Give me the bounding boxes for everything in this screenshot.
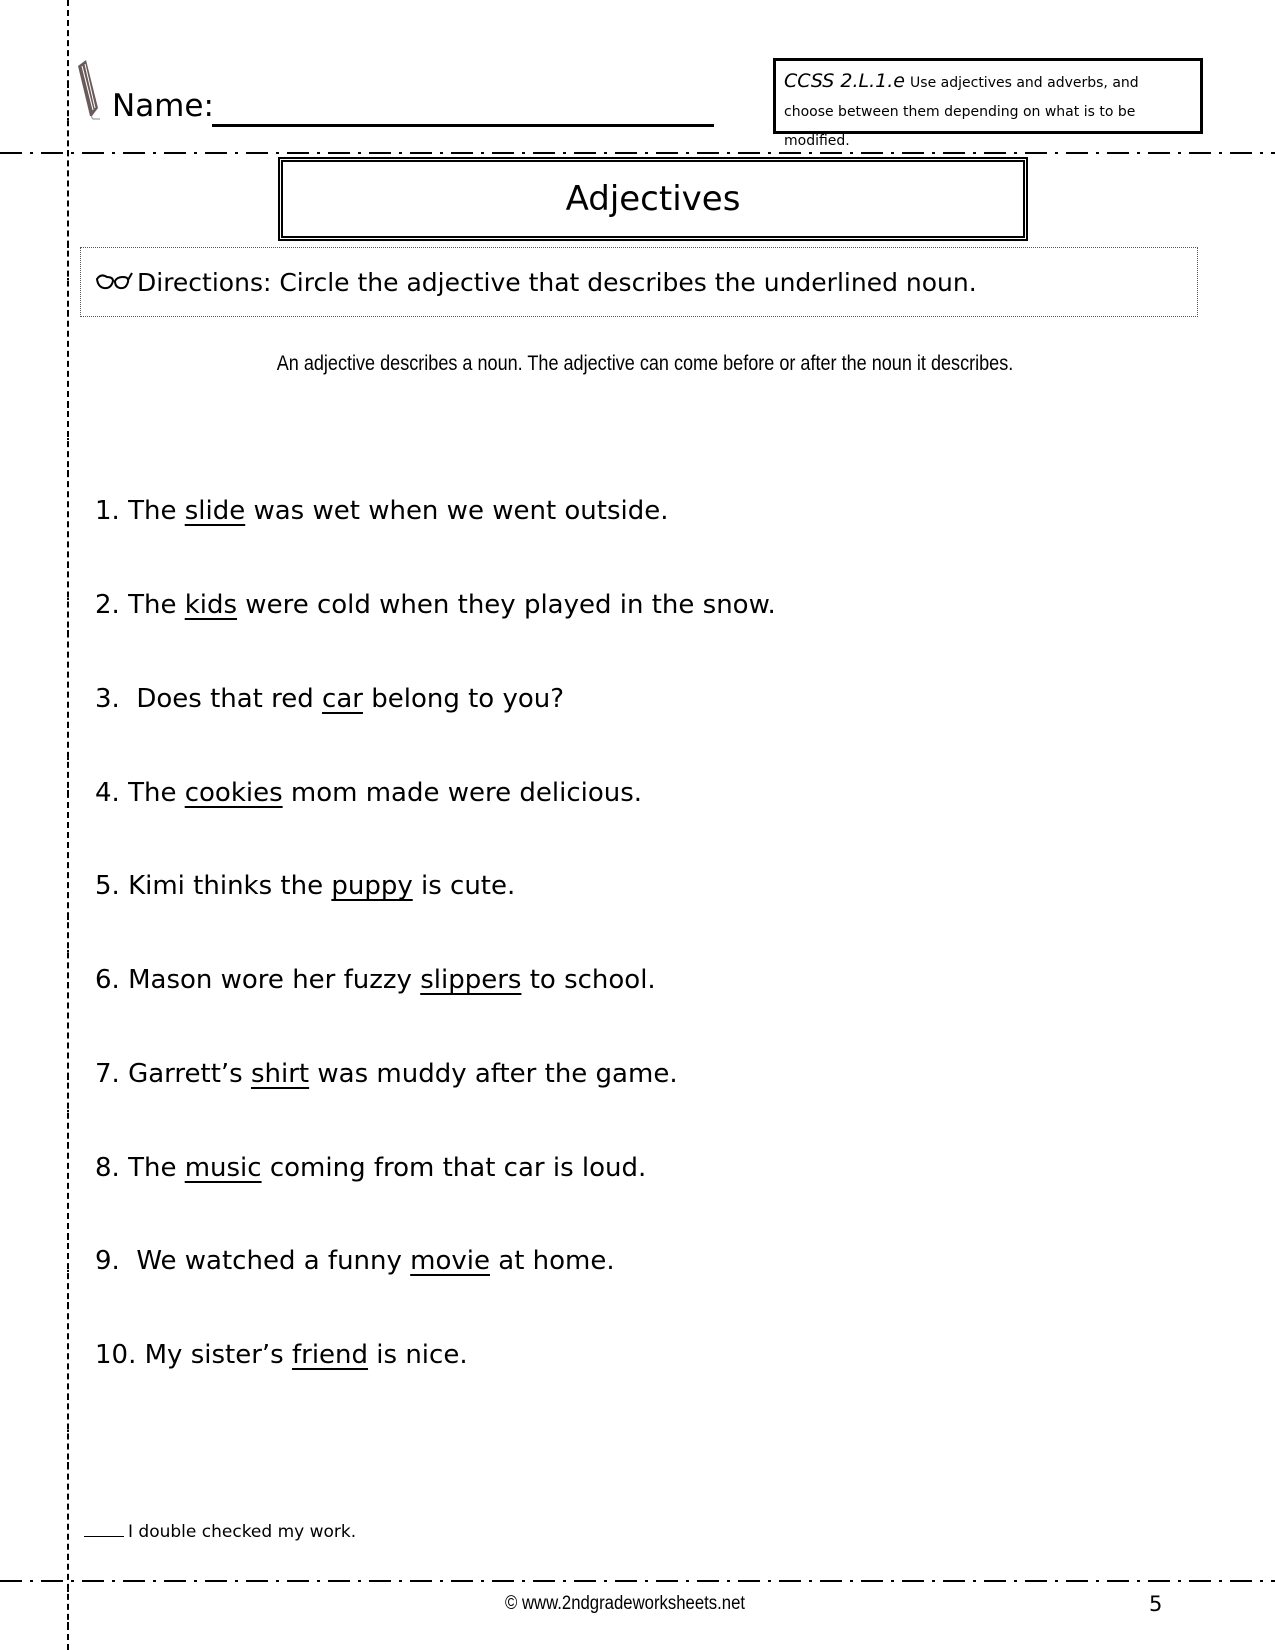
question-text-before: Mason wore her fuzzy <box>119 965 421 995</box>
question-text-after[interactable]: was muddy after the game. <box>309 1059 678 1089</box>
question-number: 6. <box>95 965 120 995</box>
underlined-noun: cookies <box>184 778 283 808</box>
question-number: 10. <box>95 1340 137 1370</box>
underlined-noun: friend <box>291 1340 369 1370</box>
name-label: Name: <box>112 88 214 124</box>
underlined-noun: puppy <box>331 871 413 901</box>
top-cut-line <box>0 152 1275 154</box>
question-text-after[interactable]: were cold when they played in the snow. <box>237 590 776 620</box>
question-text-before: The <box>119 1153 185 1183</box>
question-number: 7. <box>95 1059 120 1089</box>
copyright: © www.2ndgradeworksheets.net <box>505 1593 746 1614</box>
question-item <box>95 1153 646 1183</box>
question-item <box>95 1059 678 1089</box>
directions-box <box>80 247 1198 317</box>
vertical-cut-line <box>67 0 69 1650</box>
page-number: 5 <box>1149 1592 1163 1616</box>
question-item <box>95 684 564 714</box>
glasses-icon <box>95 271 133 293</box>
question-text-before: Kimi thinks the <box>119 871 332 901</box>
adjective-note: An adjective describes a noun. The adjective can come before or after the noun it describes. <box>276 352 1014 375</box>
underlined-noun: music <box>184 1153 262 1183</box>
standard-code: CCSS 2.L.1.e <box>784 70 905 92</box>
question-text-before: The <box>119 496 185 526</box>
self-check <box>84 1522 356 1542</box>
question-text-after[interactable]: at home. <box>490 1246 615 1276</box>
question-text-after[interactable]: mom made were delicious. <box>282 778 643 808</box>
question-number: 5. <box>95 871 120 901</box>
question-item <box>95 590 776 620</box>
underlined-noun: kids <box>184 590 238 620</box>
question-text-before: Does that red <box>119 684 323 714</box>
question-item <box>95 871 515 901</box>
underlined-noun: car <box>322 684 363 714</box>
question-item <box>95 778 642 808</box>
question-number: 2. <box>95 590 120 620</box>
question-number: 3. <box>95 684 120 714</box>
underlined-noun: slippers <box>420 965 522 995</box>
name-input-line[interactable] <box>212 124 714 127</box>
standard-box <box>773 58 1203 149</box>
page-title: Adjectives <box>565 179 741 219</box>
question-text-after[interactable]: is nice. <box>368 1340 468 1370</box>
question-number: 1. <box>95 496 120 526</box>
question-text-after[interactable]: was wet when we went outside. <box>245 496 669 526</box>
question-text-after[interactable]: to school. <box>521 965 656 995</box>
check-blank[interactable] <box>84 1536 124 1537</box>
check-text: I double checked my work. <box>128 1522 357 1542</box>
question-number: 8. <box>95 1153 120 1183</box>
question-text-before: My sister’s <box>136 1340 292 1370</box>
question-text-before: The <box>119 590 185 620</box>
question-text-before: We watched a funny <box>119 1246 411 1276</box>
directions-text: Directions: Circle the adjective that describes the underlined noun. <box>137 267 977 297</box>
question-item <box>95 965 656 995</box>
question-number: 9. <box>95 1246 120 1276</box>
question-number: 4. <box>95 778 120 808</box>
question-text-before: Garrett’s <box>119 1059 251 1089</box>
underlined-noun: movie <box>410 1246 490 1276</box>
question-item <box>95 496 669 526</box>
question-text-before: The <box>119 778 185 808</box>
question-item <box>95 1340 468 1370</box>
underlined-noun: slide <box>184 496 246 526</box>
question-text-after[interactable]: coming from that car is loud. <box>261 1153 647 1183</box>
underlined-noun: shirt <box>250 1059 310 1089</box>
question-text-after[interactable]: belong to you? <box>362 684 565 714</box>
bottom-cut-line <box>0 1580 1275 1582</box>
title-box <box>278 157 1028 241</box>
standard-text: Use adjectives and adverbs, and choose between them depending on what is to be modified. <box>784 75 1139 149</box>
question-item <box>95 1246 615 1276</box>
question-text-after[interactable]: is cute. <box>412 871 516 901</box>
pencil-icon <box>76 58 100 120</box>
